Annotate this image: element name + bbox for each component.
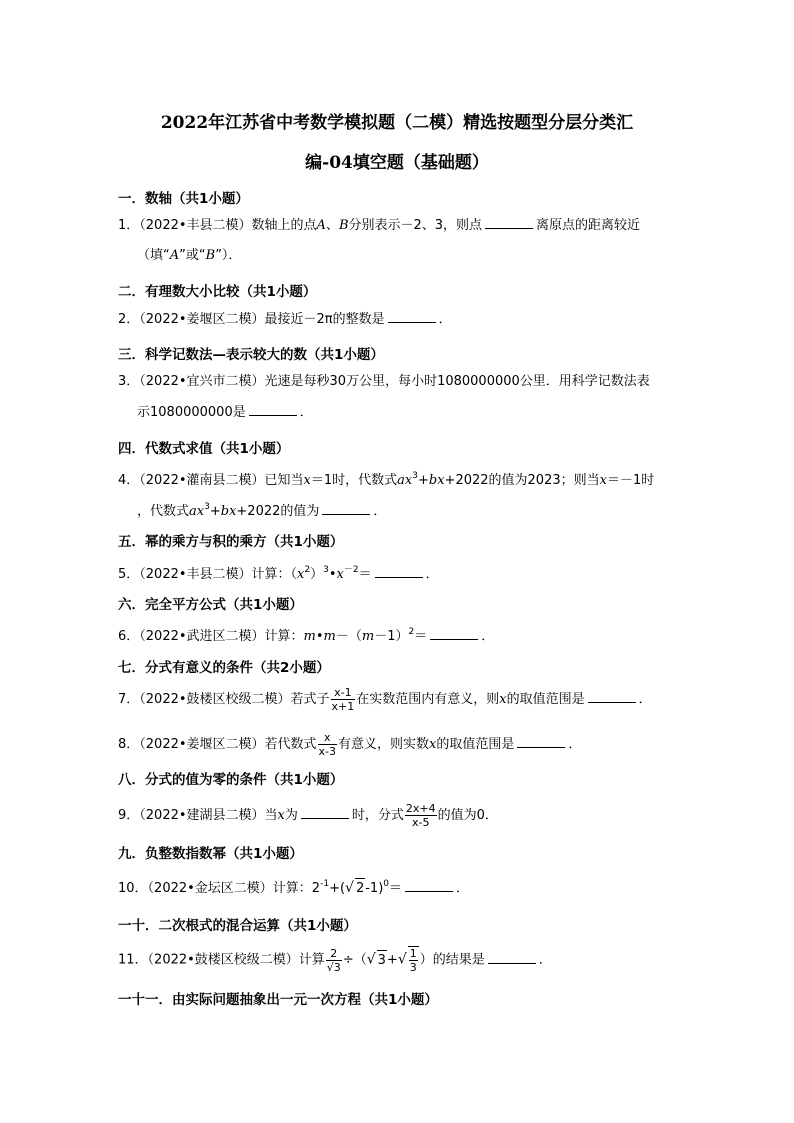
answer-blank[interactable] [485, 216, 533, 229]
question-9: 9．（2022•建湖县二模）当x为 时，分式 $\frac{2x+4}{x-5}$ 的值为0． [118, 802, 498, 829]
question-4: 4．（2022•灌南县二模）已知当x＝1时，代数式$ax^3+bx+2022$的值为2023；则当x＝－1时 [118, 471, 655, 488]
fraction: $\frac{2}{√3}$ [326, 946, 341, 974]
question-11: 11．（2022•鼓楼区校级二模）计算 $\frac{2}{√3}$ ÷（√ 3+√ $\frac{1}{3}$ ）的结果是 ． [118, 946, 552, 974]
fraction: $\frac{1}{3}$ [409, 947, 417, 974]
answer-blank[interactable] [517, 735, 565, 748]
answer-blank[interactable] [375, 565, 423, 578]
fraction: $\frac{x-1}{x+1}$ [331, 686, 355, 713]
fraction: $\frac{x}{x-3}$ [318, 731, 337, 758]
answer-blank[interactable] [301, 806, 349, 819]
question-8: 8．（2022•姜堰区二模）若代数式 $\frac{x}{x-3}$ 有意义，则实数x的取值范围是 ． [118, 731, 582, 758]
question-6: 6．（2022•武进区二模）计算：$m•m-(m-1)^2=$ ． [118, 627, 495, 644]
section-heading-fraction-zero: 八．分式的值为零的条件（共1小题） [118, 772, 344, 788]
section-heading-linear-equation: 一十一．由实际问题抽象出一元一次方程（共1小题） [118, 992, 438, 1008]
answer-blank[interactable] [488, 951, 536, 964]
section-heading-negative-exponent: 九．负整数指数幂（共1小题） [118, 846, 303, 862]
question-3-continued: 示1080000000是 ． [137, 405, 313, 420]
section-heading-power-rules: 五．幂的乘方与积的乘方（共1小题） [118, 534, 344, 550]
question-4-continued: ，代数式$ax^3+bx+2022$的值为 ． [137, 502, 387, 519]
document-title-line-2: 编-04填空题（基础题） [305, 153, 489, 173]
answer-blank[interactable] [588, 690, 636, 703]
answer-blank[interactable] [322, 502, 370, 515]
section-heading-number-line: 一．数轴（共1小题） [118, 191, 249, 207]
question-10: 10．（2022•金坛区二模）计算：$2^{-1}+(√$ 2-1)$^0$＝ ． [118, 874, 469, 899]
document-title-line-1: 2022年江苏省中考数学模拟题（二模）精选按题型分层分类汇 [160, 113, 634, 133]
question-1: 1．（2022•丰县二模）数轴上的点A、B分别表示－2、3，则点 离原点的距离较近 [118, 218, 641, 233]
answer-blank[interactable] [388, 310, 436, 323]
section-heading-fraction-meaningful: 七．分式有意义的条件（共2小题） [118, 660, 330, 676]
fraction: $\frac{2x+4}{x-5}$ [405, 802, 436, 829]
answer-blank[interactable] [430, 627, 478, 640]
question-1-continued: （填“A”或“B”）． [137, 248, 242, 263]
question-2: 2．（2022•姜堰区二模）最接近－2π的整数是 ． [118, 312, 452, 327]
question-7: 7．（2022•鼓楼区校级二模）若式子 $\frac{x-1}{x+1}$ 在实数范围内有意义，则x的取值范围是 ． [118, 686, 652, 713]
section-heading-rational-compare: 二．有理数大小比较（共1小题） [118, 284, 317, 300]
answer-blank[interactable] [249, 403, 297, 416]
question-5: 5．（2022•丰县二模）计算：$(x^2)^3•x^{-2}=$ ． [118, 565, 439, 582]
section-heading-scientific-notation: 三．科学记数法—表示较大的数（共1小题） [118, 347, 384, 363]
section-heading-expression-value: 四．代数式求值（共1小题） [118, 441, 290, 457]
section-heading-perfect-square: 六．完全平方公式（共1小题） [118, 597, 303, 613]
section-heading-radical-operations: 一十．二次根式的混合运算（共1小题） [118, 918, 357, 934]
question-3: 3．（2022•宜兴市二模）光速是每秒30万公里，每小时1080000000公里．用科学记数法表 [118, 374, 650, 389]
answer-blank[interactable] [405, 879, 453, 892]
